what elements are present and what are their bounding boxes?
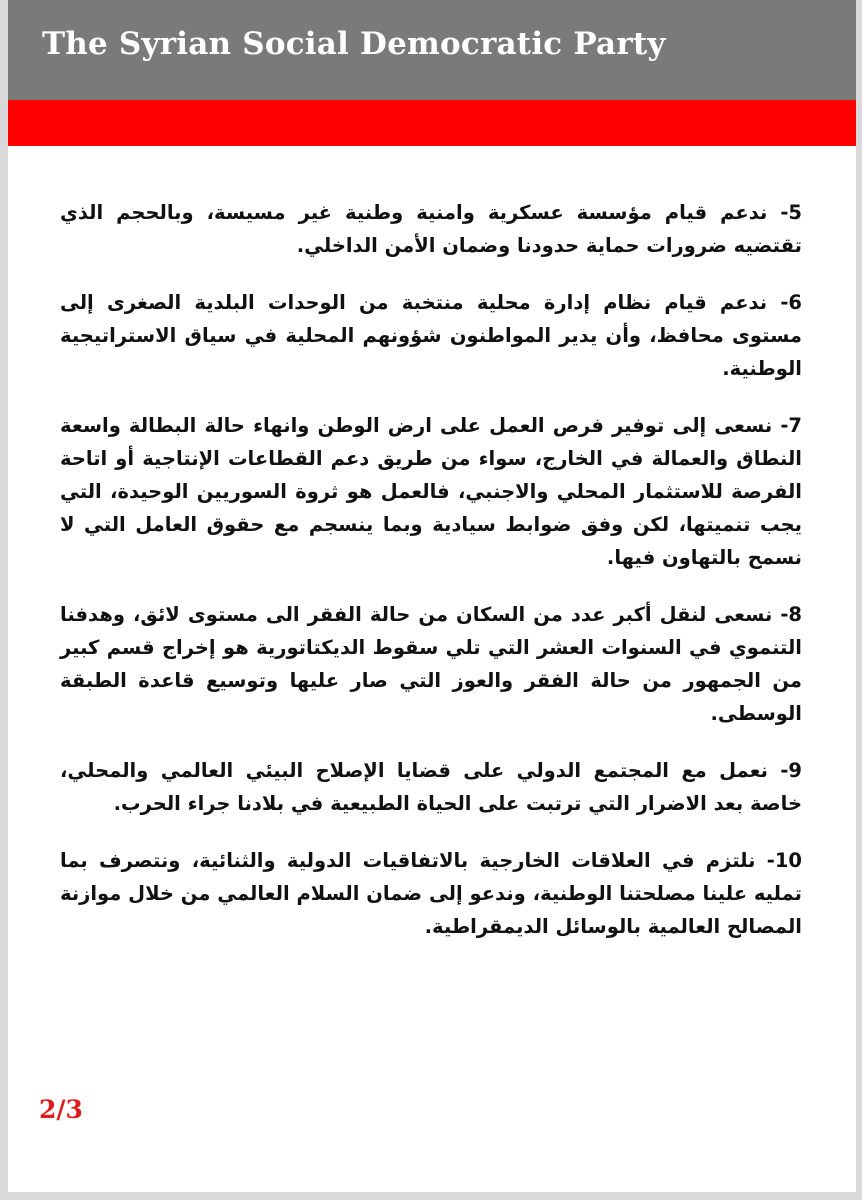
paragraph-9: 9- نعمل مع المجتمع الدولي على قضايا الإصلاح البيئي العالمي والمحلي، خاصة بعد الاضرار التي ترتبت على الحياة الطبيعية في بلادنا جراء الحرب. bbox=[60, 759, 802, 815]
party-title: The Syrian Social Democratic Party bbox=[42, 26, 666, 62]
page-bottom-border bbox=[8, 1192, 856, 1200]
paragraph-8: 8- نسعى لنقل أكبر عدد من السكان من حالة الفقر الى مستوى لائق، وهدفنا التنموي في السنوات العشر التي تلي سقوط الديكتاتورية هو إخراج قسم كبير من الجمهور من حالة الفقر والعوز التي صار عليها وتوسيع قاعدة الطبقة الوسطى. bbox=[60, 603, 802, 725]
page-number: 2/3 bbox=[39, 1095, 83, 1124]
header-banner bbox=[8, 0, 856, 100]
paragraph-7: 7- نسعى إلى توفير فرص العمل على ارض الوطن وانهاء حالة البطالة واسعة النطاق والعمالة في الخارج، سواء من طريق دعم القطاعات الإنتاجية أو اتاحة الفرصة للاستثمار المحلي والاجنبي، فالعمل هو ثروة السوريين الوحيدة، التي يجب تنميتها، لكن وفق ضوابط سيادية وبما ينسجم مع حقوق العامل التي لا نسمح بالتهاون فيها. bbox=[60, 414, 802, 569]
paragraph-10: 10- نلتزم في العلاقات الخارجية بالاتفاقيات الدولية والثنائية، ونتصرف بما تمليه علينا مصلحتنا الوطنية، وندعو إلى ضمان السلام العالمي من خلال موازنة المصالح العالمية بالوسائل الديمقراطية. bbox=[60, 849, 802, 938]
paragraph-5: 5- ندعم قيام مؤسسة عسكرية وامنية وطنية غير مسيسة، وبالحجم الذي تقتضيه ضرورات حماية حدودنا وضمان الأمن الداخلي. bbox=[60, 201, 802, 257]
paragraph-6: 6- ندعم قيام نظام إدارة محلية منتخبة من الوحدات البلدية الصغرى إلى مستوى محافظ، وأن يدير المواطنون شؤونهم المحلية في سياق الاستراتيجية الوطنية. bbox=[60, 291, 802, 380]
header-red-stripe bbox=[8, 100, 856, 146]
document-body bbox=[60, 196, 802, 967]
